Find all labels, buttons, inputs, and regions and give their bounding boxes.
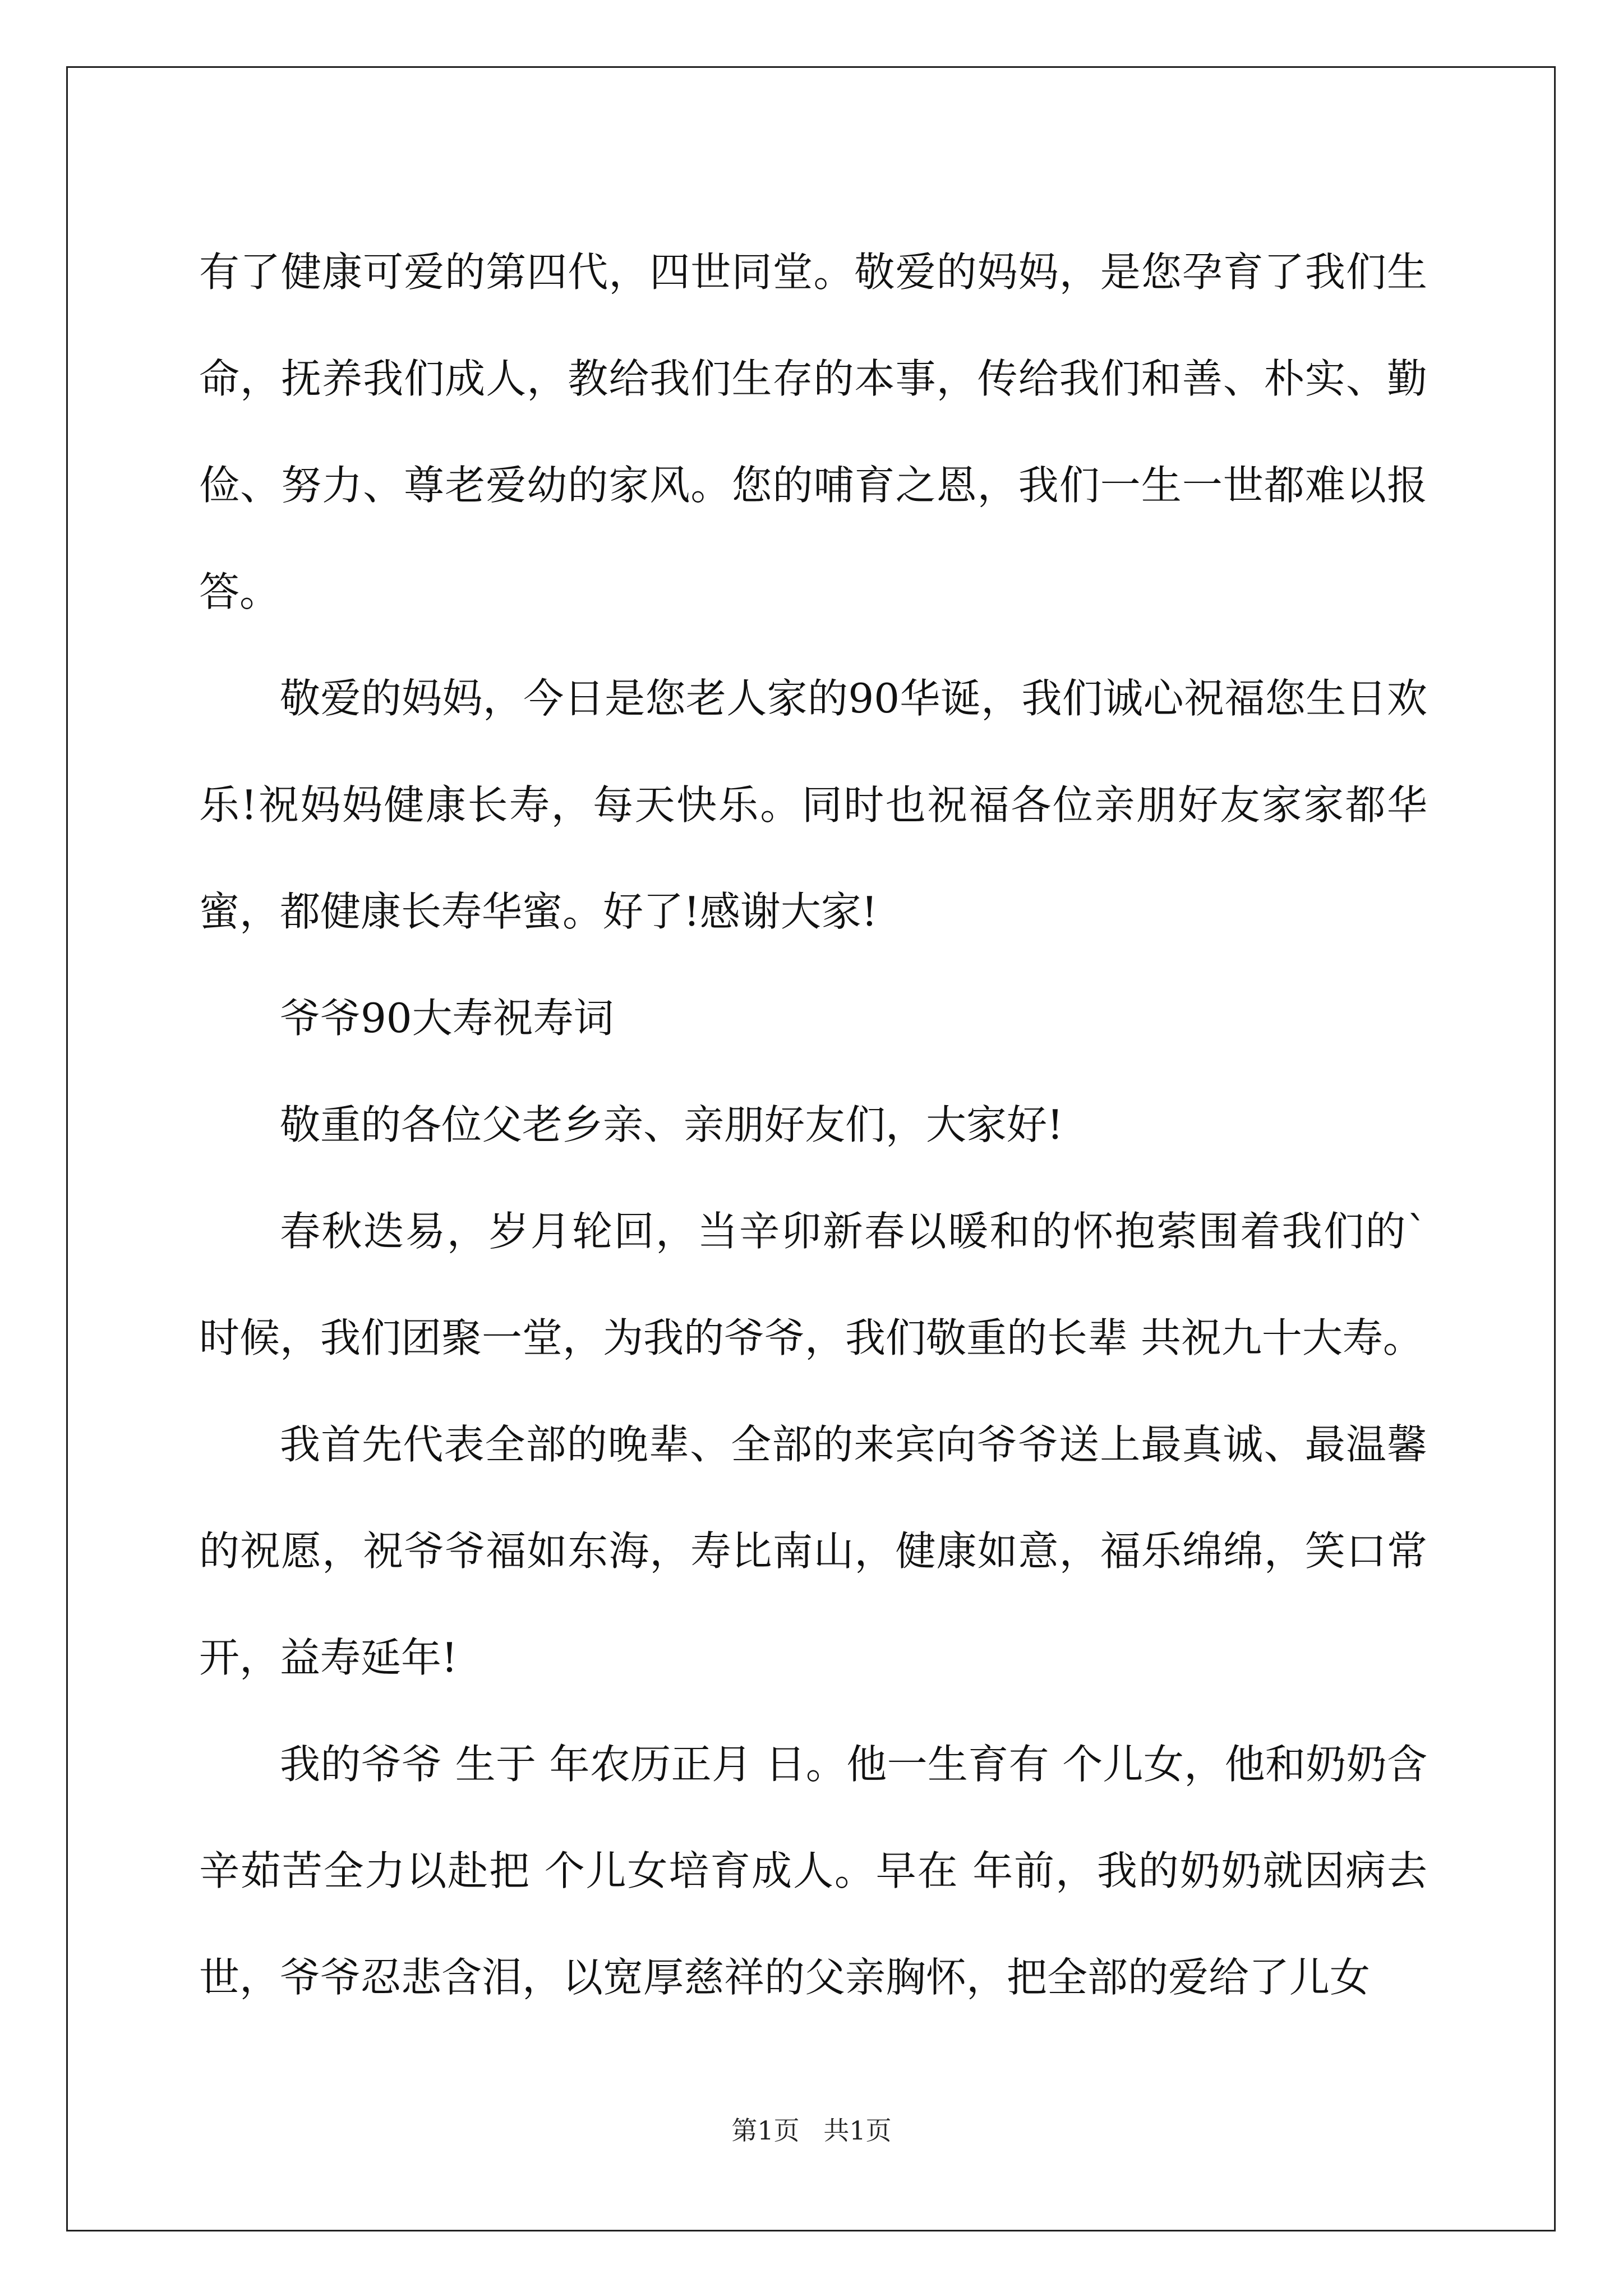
paragraph-5: 春秋迭易，岁月轮回，当辛卯新春以暖和的怀抱萦围着我们的`时候，我们团聚一堂，为我的爷爷，我们敬重的长辈 共祝九十大寿。	[199, 1208, 1427, 1361]
paragraph-7: 我的爷爷 生于 年农历正月 日。他一生育有 个儿女，他和奶奶含辛茹苦全力以赴把 个儿女培育成人。早在 年前，我的奶奶就因病去世，爷爷忍悲含泪，以宽厚慈祥的父亲胸怀，把全部的爱给了儿女	[199, 1741, 1427, 2001]
page-total: 共1页	[823, 2115, 892, 2146]
paragraph-6: 我首先代表全部的晚辈、全部的来宾向爷爷送上最真诚、最温馨的祝愿，祝爷爷福如东海，寿比南山，健康如意，福乐绵绵，笑口常开，益寿延年!	[199, 1421, 1427, 1681]
paragraph-2: 敬爱的妈妈，今日是您老人家的90华诞，我们诚心祝福您生日欢乐!祝妈妈健康长寿，每天快乐。同时也祝福各位亲朋好友家家都华蜜，都健康长寿华蜜。好了!感谢大家!	[199, 675, 1427, 935]
section-heading: 爷爷90大寿祝寿词	[280, 995, 614, 1042]
paragraph-greeting: 敬重的各位父老乡亲、亲朋好友们，大家好!	[280, 1101, 1063, 1148]
page-footer	[0, 2110, 1623, 2147]
paragraph-1: 有了健康可爱的第四代，四世同堂。敬爱的妈妈，是您孕育了我们生命，抚养我们成人，教给我们生存的本事，传给我们和善、朴实、勤俭、努力、尊老爱幼的家风。您的哺育之恩，我们一生一世都难以报答。	[199, 249, 1427, 615]
document-body	[199, 219, 1427, 2031]
page-number: 第1页	[731, 2115, 800, 2146]
